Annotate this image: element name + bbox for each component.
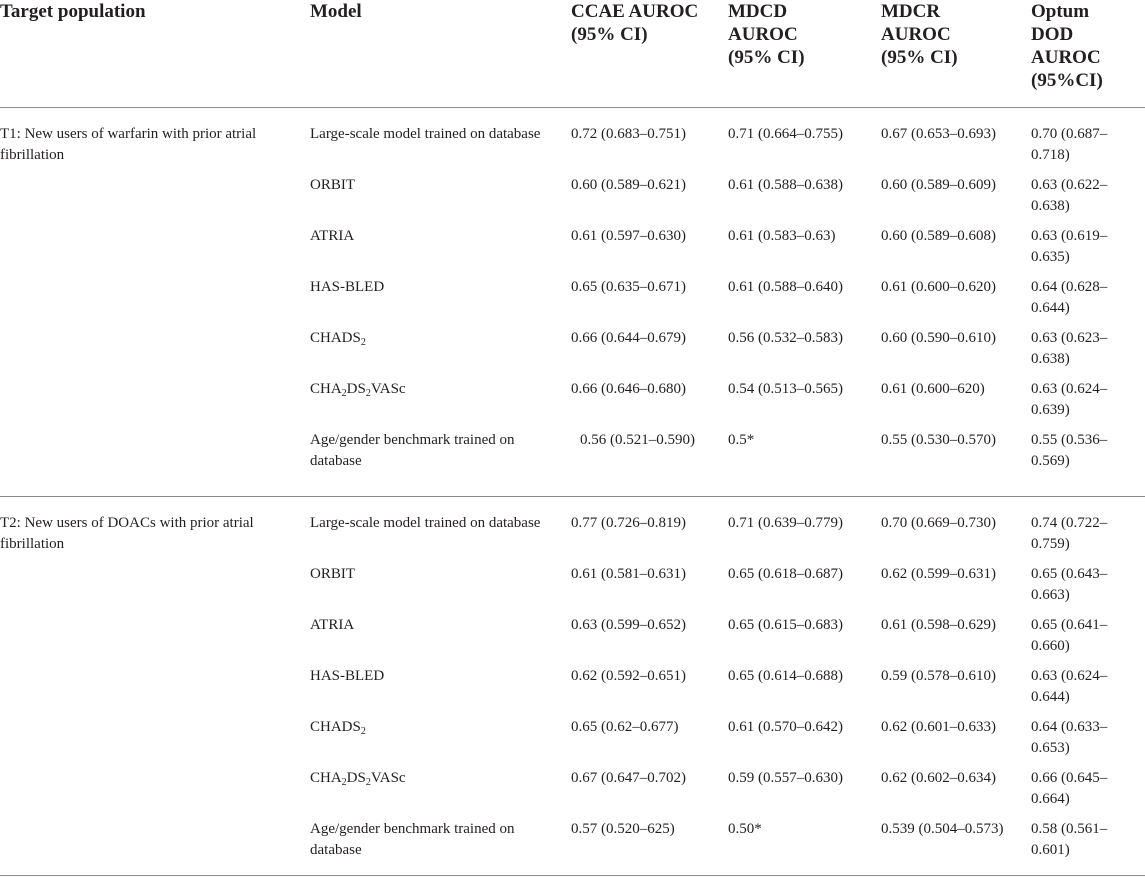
model-name-cell — [310, 768, 555, 789]
mdcr-auroc-cell: 0.61 (0.598–0.629) — [881, 617, 996, 633]
optum-auroc-cell: 0.65 (0.643–0.663) — [1031, 566, 1108, 603]
model-name-cell — [310, 717, 555, 738]
model-name-cell: Large-scale model trained on database — [310, 515, 541, 531]
optum-auroc-cell: 0.64 (0.628–0.644) — [1031, 279, 1108, 316]
model-name-cell — [310, 379, 555, 400]
mdcr-auroc-cell: 0.61 (0.600–0.620) — [881, 279, 996, 295]
ccae-auroc-cell: 0.57 (0.520–625) — [571, 821, 675, 837]
model-name-cell: ORBIT — [310, 566, 355, 582]
model-name-subscript: 2 — [341, 388, 347, 399]
model-name-cell: Large-scale model trained on database — [310, 126, 541, 142]
mdcd-auroc-cell: 0.5* — [728, 432, 755, 448]
model-name-part: DS — [346, 770, 366, 786]
mdcr-auroc-cell: 0.60 (0.590–0.610) — [881, 330, 996, 346]
mdcd-auroc-cell: 0.59 (0.557–0.630) — [728, 770, 843, 786]
optum-auroc-cell: 0.63 (0.622–0.638) — [1031, 177, 1108, 214]
mdcd-auroc-cell: 0.50* — [728, 821, 762, 837]
model-name-part: CHA — [310, 770, 342, 786]
optum-auroc-cell: 0.74 (0.722–0.759) — [1031, 515, 1108, 552]
optum-auroc-cell: 0.64 (0.633–0.653) — [1031, 719, 1108, 756]
mdcd-auroc-cell: 0.65 (0.615–0.683) — [728, 617, 843, 633]
model-name-part: CHADS — [310, 719, 361, 735]
optum-auroc-cell: 0.63 (0.619–0.635) — [1031, 228, 1108, 265]
header-mdcr: MDCR AUROC (95% CI) — [881, 1, 958, 68]
ccae-auroc-cell: 0.77 (0.726–0.819) — [571, 515, 686, 531]
optum-auroc-cell: 0.55 (0.536–0.569) — [1031, 432, 1108, 469]
model-name-part: VASc — [370, 770, 406, 786]
optum-auroc-cell: 0.66 (0.645–0.664) — [1031, 770, 1108, 807]
model-name-cell: Age/gender benchmark trained on database — [310, 821, 515, 858]
mdcr-auroc-cell: 0.60 (0.589–0.608) — [881, 228, 996, 244]
model-name-cell: ORBIT — [310, 177, 355, 193]
ccae-auroc-cell: 0.56 (0.521–0.590) — [580, 432, 695, 448]
mdcr-auroc-cell: 0.62 (0.599–0.631) — [881, 566, 996, 582]
mdcr-auroc-cell: 0.70 (0.669–0.730) — [881, 515, 996, 531]
mdcd-auroc-cell: 0.61 (0.588–0.638) — [728, 177, 843, 193]
model-name-cell — [310, 328, 555, 349]
model-name-part: CHA — [310, 381, 342, 397]
ccae-auroc-cell: 0.61 (0.581–0.631) — [571, 566, 686, 582]
ccae-auroc-cell: 0.67 (0.647–0.702) — [571, 770, 686, 786]
model-name-cell: ATRIA — [310, 228, 355, 244]
optum-auroc-cell: 0.63 (0.624–0.644) — [1031, 668, 1108, 705]
mdcr-auroc-cell: 0.62 (0.602–0.634) — [881, 770, 996, 786]
ccae-auroc-cell: 0.66 (0.644–0.679) — [571, 330, 686, 346]
mdcr-auroc-cell: 0.539 (0.504–0.573) — [881, 821, 1004, 837]
model-name-subscript: 2 — [360, 726, 366, 737]
mdcr-auroc-cell: 0.59 (0.578–0.610) — [881, 668, 996, 684]
header-rule — [0, 107, 1145, 108]
mdcr-auroc-cell: 0.67 (0.653–0.693) — [881, 126, 996, 142]
mdcr-auroc-cell: 0.55 (0.530–0.570) — [881, 432, 996, 448]
header-ccae: CCAE AUROC (95% CI) — [571, 1, 699, 45]
header-optum: Optum DOD AUROC (95%CI) — [1031, 1, 1103, 91]
model-name-subscript: 2 — [365, 777, 371, 788]
model-name-cell: HAS-BLED — [310, 668, 385, 684]
ccae-auroc-cell: 0.63 (0.599–0.652) — [571, 617, 686, 633]
ccae-auroc-cell: 0.62 (0.592–0.651) — [571, 668, 686, 684]
table-bottom-rule — [0, 875, 1145, 876]
mdcr-auroc-cell: 0.60 (0.589–0.609) — [881, 177, 996, 193]
ccae-auroc-cell: 0.65 (0.635–0.671) — [571, 279, 686, 295]
optum-auroc-cell: 0.58 (0.561–0.601) — [1031, 821, 1108, 858]
model-name-part: CHADS — [310, 330, 361, 346]
model-name-subscript: 2 — [360, 337, 366, 348]
model-name-part: VASc — [370, 381, 406, 397]
mdcd-auroc-cell: 0.65 (0.614–0.688) — [728, 668, 843, 684]
model-name-part: DS — [346, 381, 366, 397]
mdcd-auroc-cell: 0.54 (0.513–0.565) — [728, 381, 843, 397]
model-name-cell: HAS-BLED — [310, 279, 385, 295]
optum-auroc-cell: 0.70 (0.687–0.718) — [1031, 126, 1108, 163]
mdcd-auroc-cell: 0.61 (0.583–0.63) — [728, 228, 836, 244]
model-name-subscript: 2 — [365, 388, 371, 399]
target-population-cell: T1: New users of warfarin with prior atrial fibrillation — [0, 126, 257, 163]
mdcd-auroc-cell: 0.65 (0.618–0.687) — [728, 566, 843, 582]
optum-auroc-cell: 0.63 (0.623–0.638) — [1031, 330, 1108, 367]
header-target-population: Target population — [0, 1, 146, 22]
target-population-cell: T2: New users of DOACs with prior atrial fibrillation — [0, 515, 254, 552]
model-name-cell: ATRIA — [310, 617, 355, 633]
header-mdcd: MDCD AUROC (95% CI) — [728, 1, 805, 68]
ccae-auroc-cell: 0.61 (0.597–0.630) — [571, 228, 686, 244]
optum-auroc-cell: 0.65 (0.641–0.660) — [1031, 617, 1108, 654]
ccae-auroc-cell: 0.65 (0.62–0.677) — [571, 719, 679, 735]
header-model: Model — [310, 1, 362, 22]
mdcd-auroc-cell: 0.71 (0.639–0.779) — [728, 515, 843, 531]
ccae-auroc-cell: 0.66 (0.646–0.680) — [571, 381, 686, 397]
mdcd-auroc-cell: 0.61 (0.570–0.642) — [728, 719, 843, 735]
mdcd-auroc-cell: 0.56 (0.532–0.583) — [728, 330, 843, 346]
optum-auroc-cell: 0.63 (0.624–0.639) — [1031, 381, 1108, 418]
mdcr-auroc-cell: 0.62 (0.601–0.633) — [881, 719, 996, 735]
ccae-auroc-cell: 0.60 (0.589–0.621) — [571, 177, 686, 193]
model-name-cell: Age/gender benchmark trained on database — [310, 432, 515, 469]
group-divider-rule — [0, 496, 1145, 497]
mdcd-auroc-cell: 0.71 (0.664–0.755) — [728, 126, 843, 142]
ccae-auroc-cell: 0.72 (0.683–0.751) — [571, 126, 686, 142]
model-name-subscript: 2 — [341, 777, 347, 788]
mdcd-auroc-cell: 0.61 (0.588–0.640) — [728, 279, 843, 295]
mdcr-auroc-cell: 0.61 (0.600–620) — [881, 381, 985, 397]
